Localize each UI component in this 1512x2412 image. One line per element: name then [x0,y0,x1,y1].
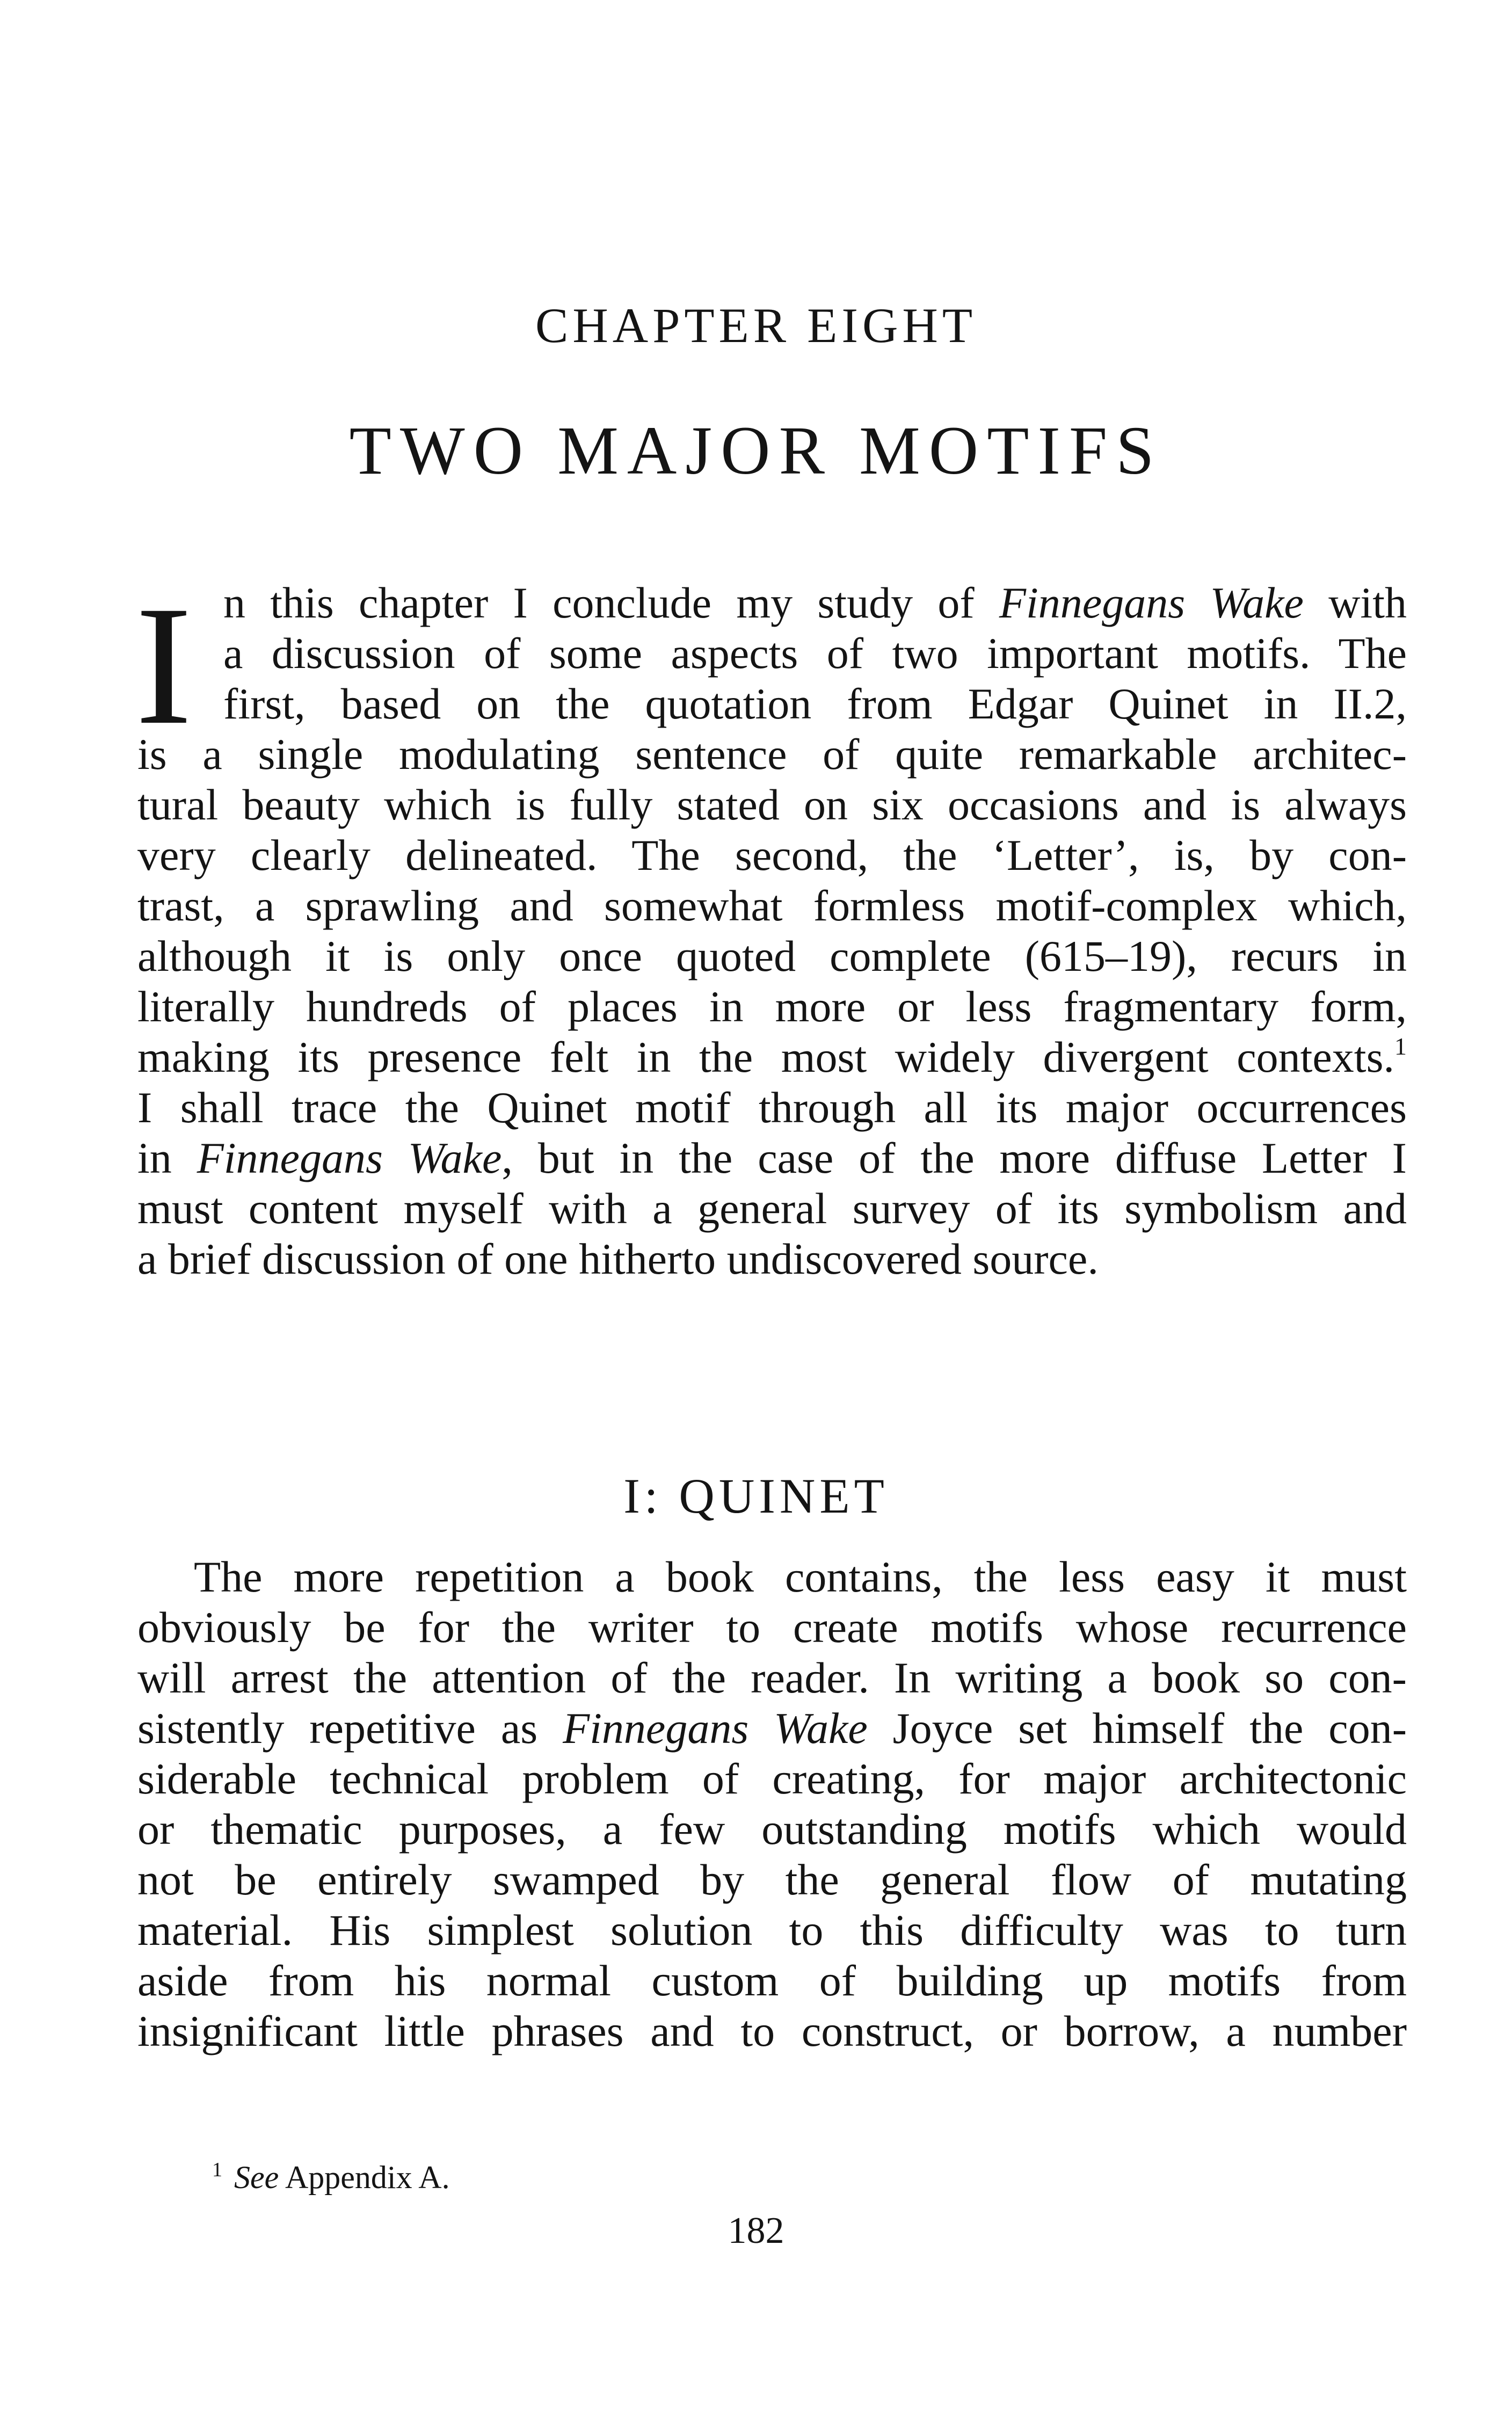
text-line [137,1703,1407,1754]
text-line [137,1234,1407,1284]
text-run: is a single modulating sentence of quite remarkable architec- [137,730,1407,779]
text-line [137,1133,1407,1183]
text-run: insignificant little phrases and to construct, or borrow, a number [137,2007,1407,2055]
section-heading: I: QUINET [623,1469,889,1523]
text-run: very clearly delineated. The second, the ‘Letter’, is, by con- [137,831,1407,880]
text-line [137,1956,1407,2006]
italic-title: Finnegans Wake [197,1134,502,1182]
text-line [137,1855,1407,1905]
text-line [223,628,1407,679]
text-run: although it is only once quoted complete (615–19), recurs in [137,932,1407,980]
text-line [137,1083,1407,1133]
text-run: first, based on the quotation from Edgar Quinet in II.2, [223,679,1407,728]
footnote [212,2160,450,2193]
italic-title: Finnegans Wake [999,578,1304,627]
text-run: I shall trace the Quinet motif through all its major occurrences [137,1083,1407,1132]
section-paragraph [137,1552,1407,2057]
text-run: n this chapter I conclude my study of [223,578,999,627]
text-run: a brief discussion of one hitherto undiscovered source. [137,1234,1099,1283]
text-run: material. His simplest solution to this difficulty was to turn [137,1906,1407,1955]
text-line [137,982,1407,1032]
text-run: aside from his normal custom of building up motifs from [137,1956,1407,2005]
footnote-marker: 1 [212,2159,222,2181]
text-line [223,578,1407,628]
text-line [137,881,1407,931]
italic-title: Finnegans Wake [563,1704,868,1753]
text-run: a discussion of some aspects of two important motifs. The [223,629,1407,678]
chapter-label: CHAPTER EIGHT [535,298,977,353]
text-run: Joyce set himself the con- [867,1704,1407,1753]
text-line [137,1905,1407,1956]
text-run: obviously be for the writer to create motifs whose recurrence [137,1603,1407,1652]
text-run: trast, a sprawling and somewhat formless motif-complex which, [137,881,1407,930]
text-line [137,1552,1407,1602]
text-run: sistently repetitive as [137,1704,563,1753]
text-run: making its presence felt in the most widely divergent contexts. [137,1033,1394,1081]
text-run: will arrest the attention of the reader. In writing a book so con- [137,1653,1407,1702]
footnote-see: See [234,2160,279,2195]
text-line [137,729,1407,780]
footnote-text: Appendix A. [279,2160,450,2195]
text-run: literally hundreds of places in more or less fragmentary form, [137,982,1407,1031]
text-line [137,1754,1407,1804]
text-line [137,1602,1407,1653]
text-line [137,1653,1407,1703]
text-run: or thematic purposes, a few outstanding motifs which would [137,1805,1407,1854]
text-line [137,1183,1407,1234]
text-line [137,931,1407,982]
text-line [137,780,1407,830]
page-number: 182 [728,2210,784,2251]
text-run: in [137,1134,197,1182]
text-line [137,830,1407,881]
text-run: siderable technical problem of creating, for major architectonic [137,1754,1407,1803]
text-run: tural beauty which is fully stated on six occasions and is always [137,780,1407,829]
text-line [137,2006,1407,2057]
text-run: The more repetition a book contains, the less easy it must [194,1552,1407,1601]
intro-paragraph [135,571,1407,1284]
text-line [223,679,1407,729]
text-run: must content myself with a general survey of its symbolism and [137,1184,1407,1233]
drop-cap: I [135,571,192,760]
chapter-title: TWO MAJOR MOTIFS [349,412,1163,489]
text-line [137,1804,1407,1855]
text-run: not be entirely swamped by the general flow of mutating [137,1855,1407,1904]
text-run: , but in the case of the more diffuse Letter I [501,1134,1407,1182]
footnote-reference: 1 [1394,1033,1407,1060]
text-line [137,1032,1407,1083]
text-run: with [1303,578,1407,627]
